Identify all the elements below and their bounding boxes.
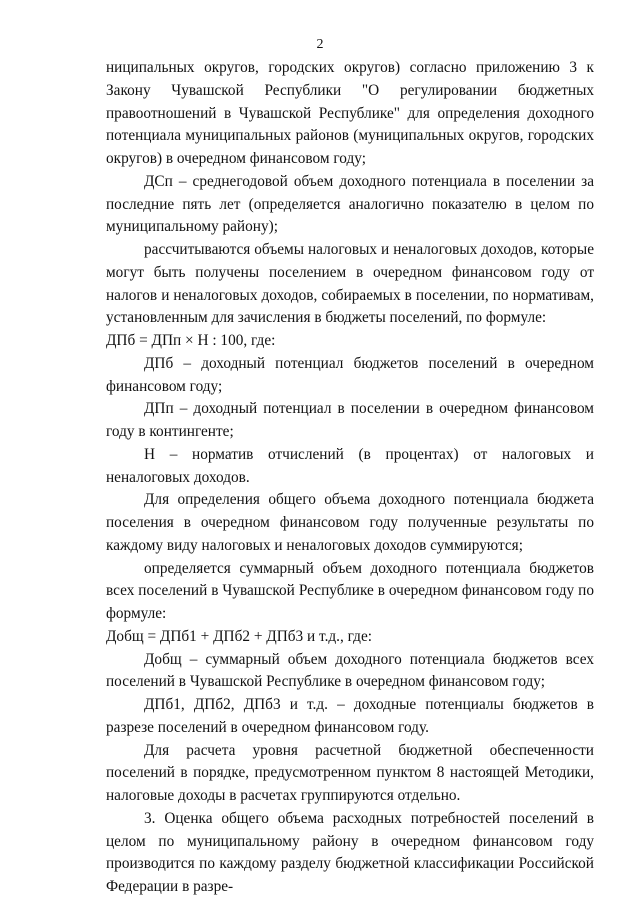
paragraph-budget-sufficiency: Для расчета уровня расчетной бюджетной обеспеченности поселений в порядке, предусмотренном пунктом 8 настоящей Методики, налоговые доходы в расчетах группируются отдельно. bbox=[106, 741, 594, 804]
paragraph-continuation: ниципальных округов, городских округов) согласно приложению 3 к Закону Чувашской Республики "О регулировании бюджетных правоотношений в Чувашской Республике" для определения доходного потенциала муниципальных районов (муниципальных округов, городских округов) в очередном финансовом году; bbox=[106, 59, 594, 167]
page-number: 2 bbox=[316, 37, 324, 52]
paragraph-sum-determination: определяется суммарный объем доходного потенциала бюджетов всех поселений в Чувашской Республике в очередном финансовом году по формуле: bbox=[106, 559, 594, 622]
paragraph-n-definition: Н – норматив отчислений (в процентах) от налоговых и неналоговых доходов. bbox=[106, 445, 594, 486]
paragraph-dpb-list-definition: ДПб1, ДПб2, ДПб3 и т.д. – доходные потенциалы бюджетов в разрезе поселений в очередном финансовом году. bbox=[106, 696, 594, 736]
paragraph-expense-assessment: 3. Оценка общего объема расходных потребностей поселений в целом по муниципальному району в очередном финансовом году производится по каждому разделу бюджетной классификации Российской Федерации в разре- bbox=[106, 809, 594, 895]
formula-dpb: ДПб = ДПп × Н : 100, где: bbox=[106, 332, 276, 349]
paragraph-income-calculation: рассчитываются объемы налоговых и неналоговых доходов, которые могут быть получены поселением в очередном финансовом году от налогов и неналоговых доходов, собираемых в поселении, по нормативам, установленным для зачисления в бюджеты поселений, по формуле: bbox=[106, 241, 594, 327]
paragraph-dsp-definition: ДСп – среднегодовой объем доходного потенциала в поселении за последние пять лет (определяется аналогично показателю в целом по муниципальному району); bbox=[106, 172, 594, 236]
paragraph-dpp-definition: ДПп – доходный потенциал в поселении в очередном финансовом году в контингенте; bbox=[106, 400, 594, 440]
document-body bbox=[106, 57, 594, 899]
paragraph-dpb-definition: ДПб – доходный потенциал бюджетов поселений в очередном финансовом году; bbox=[106, 354, 594, 395]
formula-dobsh: Добщ = ДПб1 + ДПб2 + ДПб3 и т.д., где: bbox=[106, 627, 372, 645]
paragraph-total-potential: Для определения общего объема доходного потенциала бюджета поселения в очередном финансовом году полученные результаты по каждому виду налоговых и неналоговых доходов суммируются; bbox=[106, 491, 594, 554]
paragraph-dobsh-definition: Добщ – суммарный объем доходного потенциала бюджетов всех поселений в Чувашской Республике в очередном финансовом году; bbox=[106, 650, 594, 691]
